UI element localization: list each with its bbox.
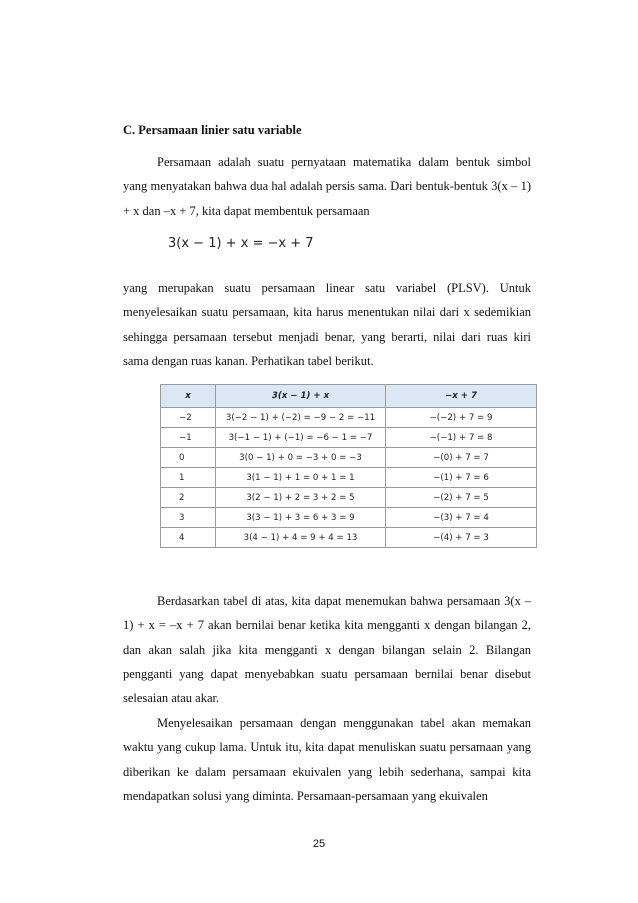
section-heading: C. Persamaan linier satu variable [123,123,302,137]
cell-right: −(4) + 7 = 3 [386,528,537,548]
paragraph-solution: Berdasarkan tabel di atas, kita dapat menemukan bahwa persamaan 3(x – 1) + x = –x + 7 akan bernilai benar ketika kita mengganti x dengan bilangan 2, dan akan salah jika kita mengganti x dengan bilangan selain 2. Bilangan pengganti yang dapat menyebabkan suatu persamaan bernilai benar disebut selesaian atau akar. [123,594,531,706]
cell-left: 3(2 − 1) + 2 = 3 + 2 = 5 [216,488,386,508]
header-right-side: −x + 7 [386,385,537,408]
cell-left: 3(−1 − 1) + (−1) = −6 − 1 = −7 [216,428,386,448]
table-row [161,468,537,488]
page-number: 25 [312,838,326,850]
cell-right: −(1) + 7 = 6 [386,468,537,488]
values-table [160,384,537,548]
cell-x: 3 [161,508,216,528]
cell-x: −1 [161,428,216,448]
paragraph-definition: Persamaan adalah suatu pernyataan matematika dalam bentuk simbol yang menyatakan bahwa dua hal adalah persis sama. Dari bentuk-bentuk 3(x – 1) + x dan –x + 7, kita dapat membentuk persamaan [123,155,531,218]
table-row [161,428,537,448]
cell-left: 3(3 − 1) + 3 = 6 + 3 = 9 [216,508,386,528]
paragraph-equivalent: Menyelesaikan persamaan dengan menggunakan tabel akan memakan waktu yang cukup lama. Untuk itu, kita dapat menuliskan suatu persamaan yang diberikan ke dalam persamaan ekuivalen yang lebih sederhana, sampai kita mendapatkan solusi yang diminta. Persamaan-persamaan yang ekuivalen [123,716,531,803]
equation: 3(x − 1) + x = −x + 7 [168,236,314,251]
cell-x: −2 [161,408,216,428]
table-row [161,508,537,528]
cell-right: −(2) + 7 = 5 [386,488,537,508]
cell-x: 0 [161,448,216,468]
cell-right: −(0) + 7 = 7 [386,448,537,468]
table-row [161,408,537,428]
cell-left: 3(−2 − 1) + (−2) = −9 − 2 = −11 [216,408,386,428]
cell-x: 4 [161,528,216,548]
cell-x: 2 [161,488,216,508]
cell-right: −(3) + 7 = 4 [386,508,537,528]
table-row [161,528,537,548]
table-row [161,488,537,508]
table-header-row [161,385,537,408]
cell-x: 1 [161,468,216,488]
paragraph-plsv: yang merupakan suatu persamaan linear satu variabel (PLSV). Untuk menyelesaikan suatu persamaan, kita harus menentukan nilai dari x sedemikian sehingga persamaan tersebut menjadi benar, yang berarti, nilai dari ruas kiri sama dengan ruas kanan. Perhatikan tabel berikut. [123,281,531,368]
cell-left: 3(1 − 1) + 1 = 0 + 1 = 1 [216,468,386,488]
cell-left: 3(4 − 1) + 4 = 9 + 4 = 13 [216,528,386,548]
cell-right: −(−2) + 7 = 9 [386,408,537,428]
table-row [161,448,537,468]
header-left-side: 3(x − 1) + x [216,385,386,408]
cell-left: 3(0 − 1) + 0 = −3 + 0 = −3 [216,448,386,468]
cell-right: −(−1) + 7 = 8 [386,428,537,448]
header-x: x [161,385,216,408]
